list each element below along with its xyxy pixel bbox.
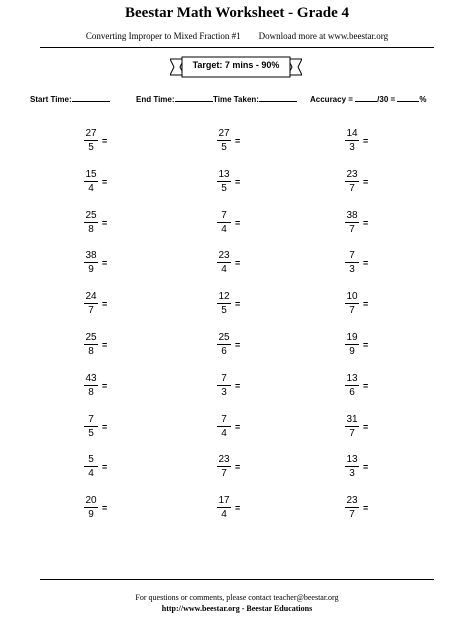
fraction <box>84 454 98 479</box>
equals-sign: = <box>235 135 241 146</box>
problem-2-3 <box>345 169 368 194</box>
fraction <box>84 210 98 235</box>
equals-sign: = <box>102 380 108 391</box>
fraction-bar <box>345 385 359 386</box>
fraction-bar <box>217 262 231 263</box>
fraction <box>217 291 231 316</box>
end-time-label: End Time: <box>136 95 175 104</box>
equals-sign: = <box>363 339 369 350</box>
footer-contact: For questions or comments, please contact teacher@beestar.org <box>135 593 339 602</box>
start-time-label: Start Time: <box>30 95 72 104</box>
fraction-bar <box>84 466 98 467</box>
fraction <box>345 414 359 439</box>
fraction <box>217 332 231 357</box>
fraction-bar <box>345 507 359 508</box>
problem-8-3 <box>345 414 368 439</box>
problem-10-2 <box>217 495 240 520</box>
fraction <box>84 332 98 357</box>
problem-4-2 <box>217 250 240 275</box>
fraction-bar <box>217 385 231 386</box>
accuracy-label: Accuracy = <box>310 95 356 104</box>
equals-sign: = <box>363 135 369 146</box>
fraction-bar <box>217 303 231 304</box>
denominator: 9 <box>88 509 94 520</box>
numerator: 25 <box>218 332 230 343</box>
equals-sign: = <box>363 257 369 268</box>
numerator: 23 <box>218 454 230 465</box>
fraction <box>84 495 98 520</box>
numerator: 7 <box>221 373 227 384</box>
denominator: 7 <box>349 305 355 316</box>
equals-sign: = <box>102 461 108 472</box>
fraction <box>84 414 98 439</box>
denominator: 5 <box>221 305 227 316</box>
fraction-bar <box>84 385 98 386</box>
denominator: 4 <box>221 428 227 439</box>
fraction-bar <box>84 426 98 427</box>
numerator: 23 <box>218 250 230 261</box>
numerator: 25 <box>85 332 97 343</box>
numerator: 19 <box>346 332 358 343</box>
denominator: 8 <box>88 224 94 235</box>
denominator: 7 <box>88 305 94 316</box>
numerator: 10 <box>346 291 358 302</box>
fraction-bar <box>84 344 98 345</box>
fraction <box>84 169 98 194</box>
fraction-bar <box>345 181 359 182</box>
denominator: 8 <box>88 346 94 357</box>
numerator: 38 <box>346 210 358 221</box>
numerator: 23 <box>346 169 358 180</box>
numerator: 13 <box>346 454 358 465</box>
fraction <box>345 454 359 479</box>
equals-sign: = <box>235 461 241 472</box>
numerator: 15 <box>85 169 97 180</box>
equals-sign: = <box>235 298 241 309</box>
fraction <box>217 414 231 439</box>
numerator: 24 <box>85 291 97 302</box>
problem-5-1 <box>84 291 107 316</box>
numerator: 7 <box>221 414 227 425</box>
equals-sign: = <box>363 176 369 187</box>
accuracy-total: /30 = <box>377 95 398 104</box>
equals-sign: = <box>235 176 241 187</box>
denominator: 3 <box>221 387 227 398</box>
fraction-bar <box>217 466 231 467</box>
problem-10-3 <box>345 495 368 520</box>
problem-6-1 <box>84 332 107 357</box>
fraction-bar <box>217 507 231 508</box>
fraction-bar <box>84 303 98 304</box>
numerator: 23 <box>346 495 358 506</box>
numerator: 7 <box>88 414 94 425</box>
fraction-bar <box>345 303 359 304</box>
fraction <box>345 250 359 275</box>
denominator: 3 <box>349 468 355 479</box>
problem-2-1 <box>84 169 107 194</box>
fraction <box>217 210 231 235</box>
equals-sign: = <box>102 339 108 350</box>
fraction <box>217 250 231 275</box>
numerator: 20 <box>85 495 97 506</box>
problem-5-3 <box>345 291 368 316</box>
problem-7-1 <box>84 373 107 398</box>
problem-5-2 <box>217 291 240 316</box>
equals-sign: = <box>363 461 369 472</box>
numerator: 7 <box>221 210 227 221</box>
denominator: 4 <box>221 264 227 275</box>
fraction <box>345 495 359 520</box>
fraction-bar <box>345 466 359 467</box>
problem-4-3 <box>345 250 368 275</box>
bottom-divider <box>40 579 434 580</box>
fraction-bar <box>84 222 98 223</box>
denominator: 4 <box>88 468 94 479</box>
equals-sign: = <box>235 217 241 228</box>
numerator: 25 <box>85 210 97 221</box>
equals-sign: = <box>363 502 369 513</box>
fraction-bar <box>84 140 98 141</box>
fraction <box>84 291 98 316</box>
equals-sign: = <box>102 135 108 146</box>
fraction <box>345 373 359 398</box>
fraction-bar <box>217 426 231 427</box>
equals-sign: = <box>102 257 108 268</box>
denominator: 4 <box>221 509 227 520</box>
denominator: 9 <box>349 346 355 357</box>
denominator: 7 <box>221 468 227 479</box>
numerator: 27 <box>85 128 97 139</box>
numerator: 38 <box>85 250 97 261</box>
fraction-bar <box>217 222 231 223</box>
fraction-bar <box>217 140 231 141</box>
subtitle-download-link[interactable]: Download more at www.beestar.org <box>258 31 389 41</box>
equals-sign: = <box>235 257 241 268</box>
equals-sign: = <box>235 380 241 391</box>
denominator: 5 <box>88 142 94 153</box>
problem-6-3 <box>345 332 368 357</box>
footer-website[interactable]: http://www.beestar.org - Beestar Educations <box>161 604 313 613</box>
equals-sign: = <box>235 339 241 350</box>
problem-7-3 <box>345 373 368 398</box>
equals-sign: = <box>363 421 369 432</box>
denominator: 7 <box>349 428 355 439</box>
fraction-bar <box>345 426 359 427</box>
denominator: 9 <box>88 264 94 275</box>
equals-sign: = <box>102 176 108 187</box>
problem-3-1 <box>84 210 107 235</box>
fraction <box>345 169 359 194</box>
fraction-bar <box>217 181 231 182</box>
problem-8-2 <box>217 414 240 439</box>
fraction <box>345 128 359 153</box>
equals-sign: = <box>363 298 369 309</box>
numerator: 13 <box>346 373 358 384</box>
denominator: 6 <box>221 346 227 357</box>
denominator: 3 <box>349 142 355 153</box>
equals-sign: = <box>235 421 241 432</box>
denominator: 6 <box>349 387 355 398</box>
equals-sign: = <box>363 380 369 391</box>
fraction-bar <box>217 344 231 345</box>
fraction-bar <box>345 222 359 223</box>
problem-2-2 <box>217 169 240 194</box>
denominator: 3 <box>349 264 355 275</box>
problem-1-3 <box>345 128 368 153</box>
fraction-bar <box>84 262 98 263</box>
problem-6-2 <box>217 332 240 357</box>
fraction <box>217 495 231 520</box>
worksheet-title: Beestar Math Worksheet - Grade 4 <box>125 5 349 21</box>
equals-sign: = <box>102 298 108 309</box>
fraction-bar <box>84 507 98 508</box>
fraction <box>217 169 231 194</box>
problem-3-3 <box>345 210 368 235</box>
fraction-bar <box>345 262 359 263</box>
fraction <box>217 454 231 479</box>
numerator: 13 <box>218 169 230 180</box>
equals-sign: = <box>102 217 108 228</box>
fraction <box>84 250 98 275</box>
problem-4-1 <box>84 250 107 275</box>
denominator: 7 <box>349 224 355 235</box>
target-text: Target: 7 mins - 90% <box>192 60 280 70</box>
fraction <box>217 373 231 398</box>
equals-sign: = <box>102 502 108 513</box>
fraction <box>345 332 359 357</box>
fraction <box>217 128 231 153</box>
problem-8-1 <box>84 414 107 439</box>
fraction <box>345 210 359 235</box>
time-taken-label: Time Taken: <box>213 95 259 104</box>
problem-9-3 <box>345 454 368 479</box>
fraction <box>84 128 98 153</box>
fraction-bar <box>345 344 359 345</box>
problem-1-1 <box>84 128 107 153</box>
problem-9-2 <box>217 454 240 479</box>
denominator: 7 <box>349 183 355 194</box>
problem-9-1 <box>84 454 107 479</box>
fraction-bar <box>84 181 98 182</box>
fraction <box>84 373 98 398</box>
denominator: 4 <box>88 183 94 194</box>
denominator: 5 <box>88 428 94 439</box>
equals-sign: = <box>363 217 369 228</box>
equals-sign: = <box>102 421 108 432</box>
equals-sign: = <box>235 502 241 513</box>
problem-10-1 <box>84 495 107 520</box>
numerator: 31 <box>346 414 358 425</box>
numerator: 12 <box>218 291 230 302</box>
denominator: 7 <box>349 509 355 520</box>
denominator: 8 <box>88 387 94 398</box>
numerator: 43 <box>85 373 97 384</box>
accuracy-percent-sign: % <box>419 95 427 104</box>
denominator: 4 <box>221 224 227 235</box>
numerator: 7 <box>349 250 355 261</box>
problem-7-2 <box>217 373 240 398</box>
subtitle-topic: Converting Improper to Mixed Fraction #1 <box>85 31 241 41</box>
problem-3-2 <box>217 210 240 235</box>
denominator: 5 <box>221 183 227 194</box>
numerator: 27 <box>218 128 230 139</box>
numerator: 17 <box>218 495 230 506</box>
problem-1-2 <box>217 128 240 153</box>
fraction <box>345 291 359 316</box>
fraction-bar <box>345 140 359 141</box>
numerator: 14 <box>346 128 358 139</box>
denominator: 5 <box>221 142 227 153</box>
numerator: 5 <box>88 454 94 465</box>
